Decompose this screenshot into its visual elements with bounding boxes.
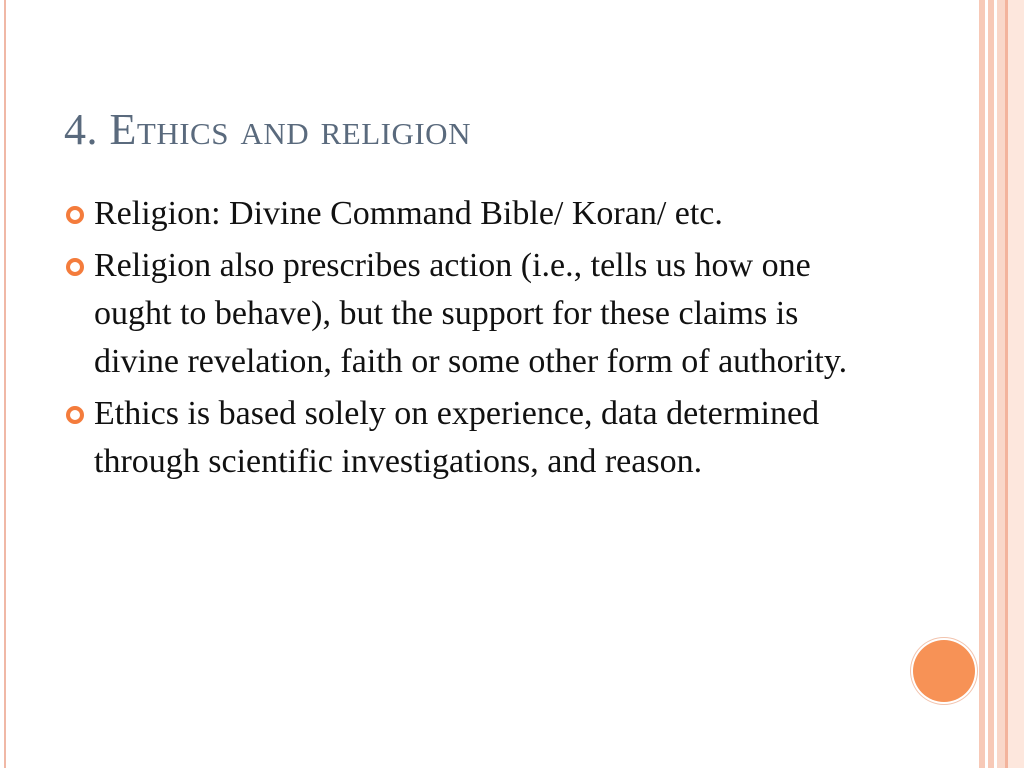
bullet-item [62, 242, 862, 386]
bullet-text: Religion also prescribes action (i.e., tells us how one ought to behave), but the support for these claims is divine revelation, faith or some other form of authority. [94, 247, 848, 380]
orange-ring-bullet-icon [66, 206, 84, 224]
right-stripe [997, 0, 1005, 768]
bullet-text: Ethics is based solely on experience, data determined through scientific investigations, and reason. [94, 395, 820, 480]
bullet-text: Religion: Divine Command Bible/ Koran/ etc. [94, 195, 723, 232]
right-stripe [1008, 0, 1024, 768]
bullet-list [62, 190, 862, 490]
left-border-line [4, 0, 6, 768]
bullet-item [62, 190, 862, 238]
slide-title: 4. Ethics and religion [64, 105, 471, 154]
orange-ring-bullet-icon [66, 258, 84, 276]
orange-circle-icon [913, 640, 975, 702]
orange-ring-bullet-icon [66, 406, 84, 424]
bullet-item [62, 390, 862, 486]
